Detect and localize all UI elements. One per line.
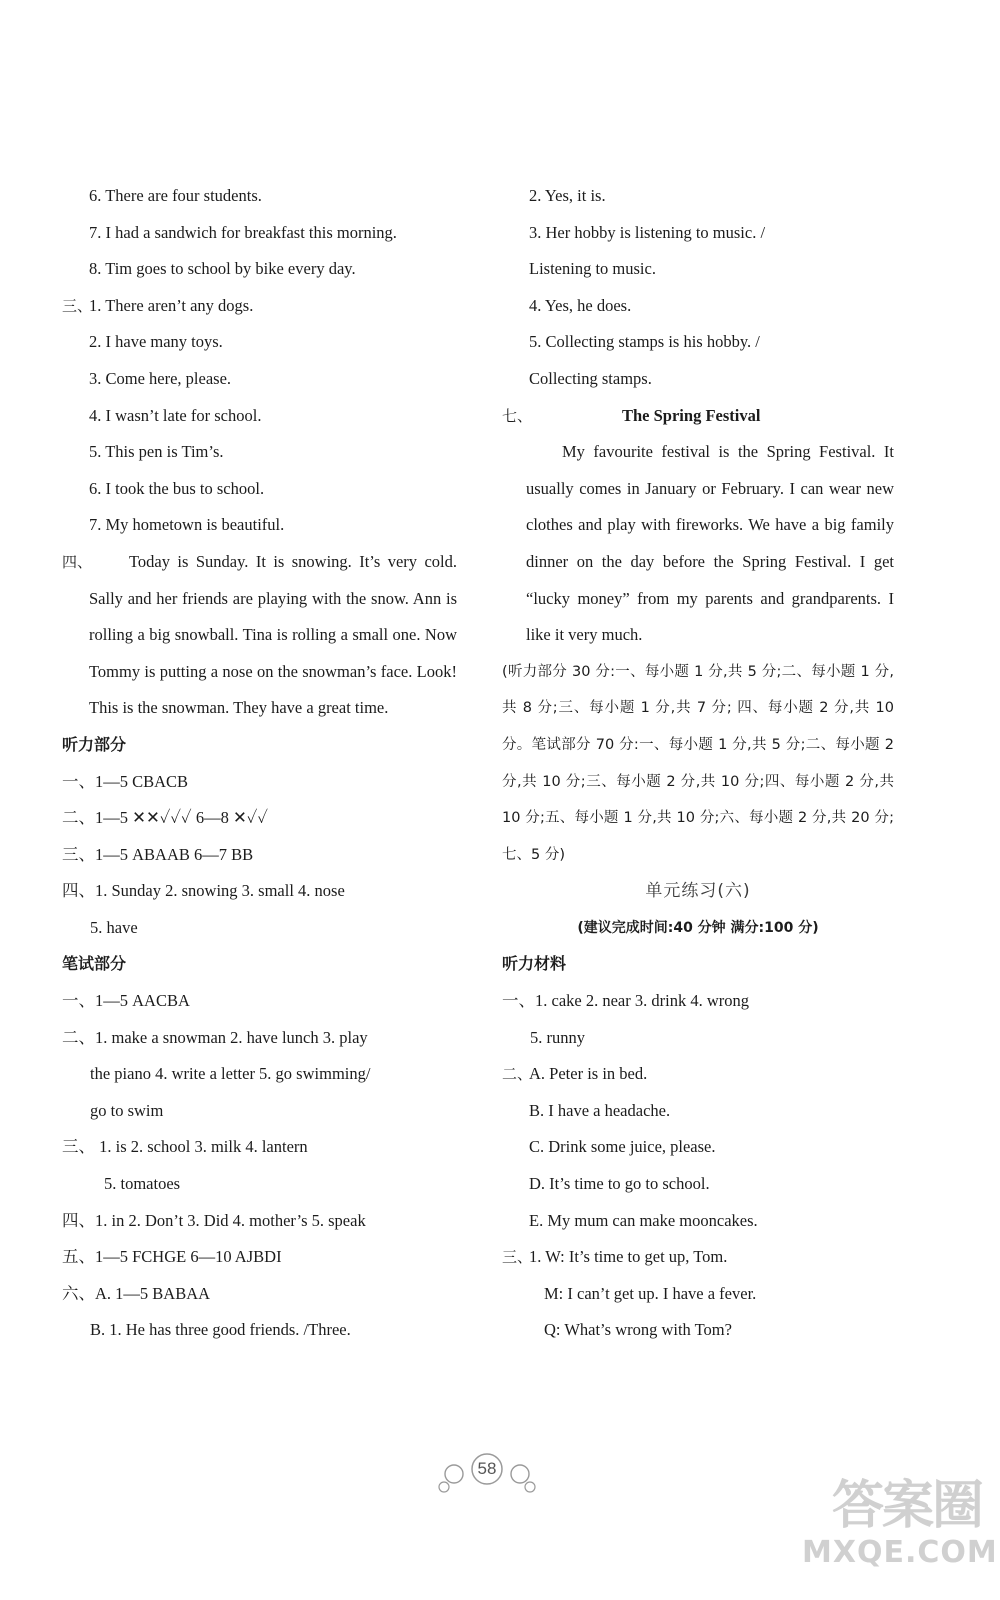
answer-line: Listening to music. [529,259,656,279]
answer-line: 2. I have many toys. [89,332,223,352]
written-answer-4: 四、1. in 2. Don’t 3. Did 4. mother’s 5. speak [62,1210,366,1230]
unit-title: 单元练习(六) [645,881,751,902]
material-line: M: I can’t get up. I have a fever. [544,1283,757,1303]
section-label: 二、 [502,1065,533,1084]
listening-answer-4b: 5. have [90,917,138,937]
answer-line: 4. Yes, he does. [529,295,632,315]
answer-text: 1. There aren’t any dogs. [89,295,254,315]
section-label: 七、 [502,406,533,425]
listening-answer-3: 三、1—5 ABAAB 6—7 BB [62,844,254,864]
section-label: 三、 [62,296,93,315]
watermark-logo [802,1476,998,1586]
written-answer-6: 六、A. 1—5 BABAA [62,1283,211,1303]
section-4-passage [62,544,457,727]
written-answer-2b: the piano 4. write a letter 5. go swimming/ [90,1064,371,1084]
watermark-line-1: 答案圈 [831,1476,982,1536]
passage-text: Today is Sunday. It is snowing. It’s very cold. Sally and her friends are playing with the snow. Ann is rolling a big snowball. Tina is rolling a small one. Now Tommy is putting a nose on the snowman’s face. Look! This is the snowman. They have a great time. [89,551,457,718]
material-1: 一、1. cake 2. near 3. drink 4. wrong [502,991,749,1011]
essay-text: My favourite festival is the Spring Festival. It usually comes in January or February. I can wear new clothes and play with fireworks. We have a big family dinner on the day before the Spring Festival. I get “lucky money” from my parents and grandparents. I like it very much. [526,442,894,645]
left-column [62,178,457,1349]
written-answer-1: 一、1—5 AACBA [62,991,190,1011]
written-answer-6b: B. 1. He has three good friends. /Three. [90,1320,351,1340]
answer-line: 6. There are four students. [89,186,262,205]
answer-line: 3. Her hobby is listening to music. / [529,222,766,242]
material-heading: 听力材料 [502,954,567,974]
listening-answer-4: 四、1. Sunday 2. snowing 3. small 4. nose [62,881,345,901]
written-answer-5: 五、1—5 FCHGE 6—10 AJBDI [62,1247,282,1267]
material-1b: 5. runny [530,1027,585,1047]
material-text: 1. W: It’s time to get up, Tom. [529,1247,728,1267]
answer-line: 4. I wasn’t late for school. [89,405,262,425]
section-label: 三、 [502,1248,533,1267]
answer-line: 3. Come here, please. [89,368,232,388]
listening-answer-2: 二、1—5 ✕✕✓✓✓ 6—8 ✕✓✓ [62,808,269,828]
written-answer-2: 二、1. make a snowman 2. have lunch 3. play [62,1027,368,1047]
answer-line: 2. Yes, it is. [529,186,606,205]
written-answer-3: 三、 1. is 2. school 3. milk 4. lantern [62,1137,308,1157]
material-3-first [502,1239,894,1276]
watermark-line-2: MXQE.COM [802,1535,998,1570]
page-number-badge [432,1453,542,1509]
page-number: 58 [477,1459,497,1478]
right-column [502,178,894,1349]
answer-line: Collecting stamps. [529,368,652,388]
written-answer-3b: 5. tomatoes [104,1174,181,1194]
material-line: D. It’s time to go to school. [529,1174,710,1194]
material-line: B. I have a headache. [529,1100,671,1120]
section-3-first [62,288,457,325]
section-7-heading [502,398,894,435]
listening-answer-1: 一、1—5 CBACB [62,771,189,791]
answer-line: 5. This pen is Tim’s. [89,442,224,462]
listening-heading: 听力部分 [62,734,127,754]
material-line: Q: What’s wrong with Tom? [544,1320,732,1340]
score-note: (听力部分 30 分:一、每小题 1 分,共 5 分;二、每小题 1 分,共 8 分;三、每小题 1 分,共 7 分; 四、每小题 2 分,共 10 分。笔试部分 70 分:一、每小题 1 分,共 5 分;二、每小题 2 分,共 10 分;三、每小题 2 分,共 10 分;四、每小题 2 分,共 10 分;五、每小题 1 分,共 10 分;六、每小题 2 分,共 20 分;七、5 分) [502,663,894,863]
unit-subtitle: (建议完成时间:40 分钟 满分:100 分) [577,919,819,936]
answer-line: 7. My hometown is beautiful. [89,515,285,535]
material-text: A. Peter is in bed. [529,1064,648,1084]
essay-title: The Spring Festival [622,405,761,425]
written-answer-2c: go to swim [90,1100,164,1120]
written-heading: 笔试部分 [62,954,127,974]
answer-line: 8. Tim goes to school by bike every day. [89,259,356,279]
answer-line: 7. I had a sandwich for breakfast this morning. [89,222,397,242]
material-line: C. Drink some juice, please. [529,1137,716,1157]
answer-line: 5. Collecting stamps is his hobby. / [529,332,760,352]
material-2-first [502,1056,894,1093]
section-label: 四、 [62,552,93,571]
answer-line: 6. I took the bus to school. [89,478,265,498]
material-line: E. My mum can make mooncakes. [529,1210,758,1230]
